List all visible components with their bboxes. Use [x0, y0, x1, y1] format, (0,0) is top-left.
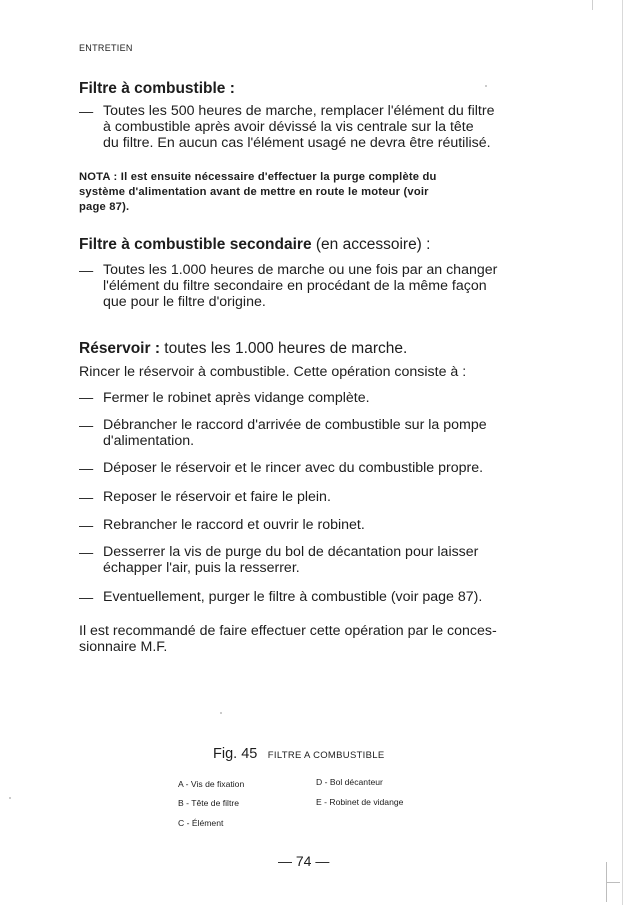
scan-edge-top: [592, 0, 593, 10]
section-title-suffix: (en accessoire) :: [315, 236, 431, 253]
section-title-main: Réservoir :: [79, 340, 160, 357]
reservoir-step: [103, 460, 483, 476]
text-line: l'élément du filtre secondaire en procédant de la même façon: [103, 278, 487, 294]
list-dash: —: [79, 590, 94, 606]
list-dash: —: [79, 490, 94, 506]
section-title-filtre: Filtre à combustible :: [79, 80, 235, 97]
scan-edge-corner-foot: [606, 882, 620, 883]
reservoir-step: [103, 517, 365, 533]
section-title-main: Filtre à combustible secondaire: [79, 236, 312, 253]
closing-paragraph: [79, 623, 497, 655]
text-line: Déposer le réservoir et le rincer avec du combustible propre.: [103, 460, 484, 476]
reservoir-intro: Rincer le réservoir à combustible. Cette opération consiste à :: [79, 364, 467, 380]
legend-item: E - Robinet de vidange: [316, 797, 404, 807]
legend-item: C - Élément: [178, 818, 224, 828]
section-title-reservoir: [79, 340, 407, 358]
section-filtre-text: [103, 103, 495, 151]
text-line: Desserrer la vis de purge du bol de décantation pour laisser: [103, 544, 479, 560]
text-line: Toutes les 500 heures de marche, remplacer l'élément du filtre: [103, 103, 495, 119]
text-line: du filtre. En aucun cas l'élément usagé ne devra être réutilisé.: [103, 135, 491, 151]
text-line: sionnaire M.F.: [79, 639, 168, 655]
list-dash: —: [79, 390, 94, 406]
text-line: Fermer le robinet après vidange complète.: [103, 390, 370, 406]
text-line: Rebrancher le raccord et ouvrir le robinet.: [103, 517, 365, 533]
nota-line: système d'alimentation avant de mettre en route le moteur (voir: [79, 186, 429, 198]
section-filtre-secondaire-text: [103, 262, 497, 310]
scan-speck: [485, 85, 487, 87]
scan-speck: [220, 712, 222, 714]
text-line: Il est recommandé de faire effectuer cette opération par le conces-: [79, 623, 497, 639]
section-title-suffix: toutes les 1.000 heures de marche.: [164, 340, 408, 357]
legend-item: D - Bol décanteur: [316, 777, 383, 787]
text-line: échapper l'air, puis la resserrer.: [103, 560, 300, 576]
running-header: ENTRETIEN: [79, 43, 133, 53]
figure-number: Fig. 45: [213, 746, 258, 762]
list-dash: —: [79, 461, 94, 477]
scan-speck: [9, 797, 11, 799]
text-line: Toutes les 1.000 heures de marche ou une fois par an changer: [103, 262, 498, 278]
figure-title: FILTRE A COMBUSTIBLE: [267, 750, 385, 761]
section-title-filtre-secondaire: [79, 236, 430, 254]
text-line: Reposer le réservoir et faire le plein.: [103, 489, 331, 505]
list-dash: —: [79, 418, 94, 434]
reservoir-step: [103, 589, 482, 605]
nota-block: [79, 170, 437, 215]
legend-item: B - Tête de filtre: [178, 798, 239, 808]
text-line: que pour le filtre d'origine.: [103, 294, 266, 310]
text-line: Débrancher le raccord d'arrivée de combustible sur la pompe: [103, 417, 487, 433]
scan-edge-right: [622, 0, 623, 905]
text-line: à combustible après avoir dévissé la vis centrale sur la tête: [103, 119, 474, 135]
reservoir-step: [103, 544, 478, 576]
list-dash: —: [79, 263, 94, 279]
reservoir-step: [103, 489, 331, 505]
list-dash: —: [79, 518, 94, 534]
text-line: Eventuellement, purger le filtre à combustible (voir page 87).: [103, 589, 483, 605]
list-dash: —: [79, 545, 94, 561]
reservoir-step: [103, 390, 370, 406]
page-number: — 74 —: [278, 853, 330, 869]
legend-item: A - Vis de fixation: [178, 779, 245, 789]
nota-line: NOTA : Il est ensuite nécessaire d'effectuer la purge complète du: [79, 171, 437, 183]
nota-line: page 87).: [79, 201, 130, 213]
text-line: d'alimentation.: [103, 433, 195, 449]
list-dash: —: [79, 104, 94, 120]
reservoir-step: [103, 417, 487, 449]
figure-caption: [213, 745, 384, 763]
